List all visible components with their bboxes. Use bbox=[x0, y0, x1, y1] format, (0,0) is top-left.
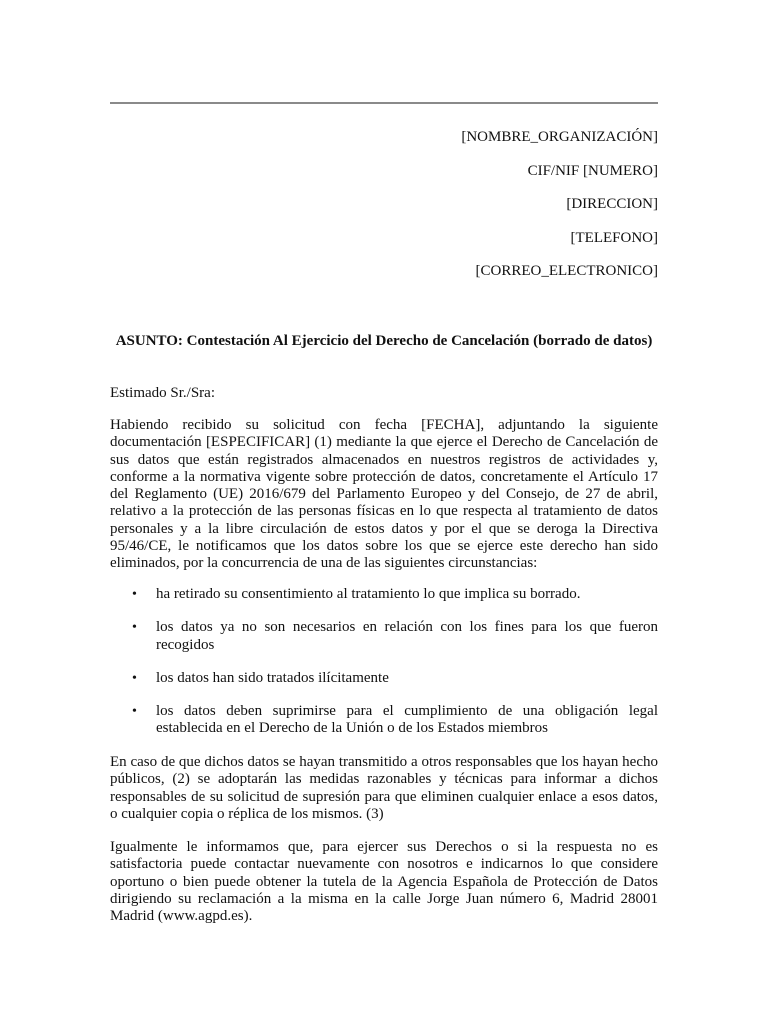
circumstances-list bbox=[110, 586, 658, 754]
salutation: Estimado Sr./Sra: bbox=[110, 385, 215, 401]
body-paragraph-third-parties: En caso de que dichos datos se hayan transmitido a otros responsables que los hayan hecho públicos, (2) se adoptarán las medidas razonables y técnicas para informar a dichos responsables de su solicitud de supresión para que eliminen cualquier enlace a esos datos, o cualquier copia o réplica de los mismos. (3) bbox=[110, 754, 658, 822]
organization-address: [DIRECCION] bbox=[566, 196, 658, 212]
list-item bbox=[110, 619, 658, 654]
list-item-text: ha retirado su consentimiento al tratamiento lo que implica su borrado. bbox=[156, 586, 581, 602]
header-rule bbox=[110, 102, 658, 104]
bullet-icon: • bbox=[132, 587, 137, 602]
bullet-icon: • bbox=[132, 620, 137, 636]
list-item bbox=[110, 586, 658, 603]
organization-block bbox=[461, 128, 658, 296]
list-item bbox=[110, 703, 658, 738]
body-paragraph-rights: Igualmente le informamos que, para ejercer sus Derechos o si la respuesta no es satisfactoria puede contactar nuevamente con nosotros e indicarnos lo que considere oportuno o bien puede obtener la tutela de la Agencia Española de Protección de Datos dirigiendo su reclamación a la misma en la calle Jorge Juan número 6, Madrid 28001 Madrid (www.agpd.es). bbox=[110, 839, 658, 925]
bullet-icon: • bbox=[132, 670, 137, 686]
organization-tax-id: CIF/NIF [NUMERO] bbox=[527, 162, 658, 179]
organization-name: [NOMBRE_ORGANIZACIÓN] bbox=[461, 129, 658, 145]
list-item-text: los datos deben suprimirse para el cumplimiento de una obligación legal establecida en el Derecho de la Unión o de los Estados miembros bbox=[156, 703, 658, 737]
list-item-text: los datos han sido tratados ilícitamente bbox=[156, 669, 389, 686]
list-item bbox=[110, 670, 658, 687]
bullet-icon: • bbox=[132, 704, 137, 720]
organization-email: [CORREO_ELECTRONICO] bbox=[475, 263, 658, 279]
list-item-text: los datos ya no son necesarios en relación con los fines para los que fueron recogidos bbox=[156, 619, 658, 653]
organization-phone: [TELEFONO] bbox=[570, 229, 658, 246]
body-paragraph-request: Habiendo recibido su solicitud con fecha [FECHA], adjuntando la siguiente documentación [ESPECIFICAR] (1) mediante la que ejerce el Derecho de Cancelación de sus datos que están registrados almacenados en nuestros registros de actividades y, conforme a la normativa vigente sobre protección de datos, concretamente el Artículo 17 del Reglamento (UE) 2016/679 del Parlamento Europeo y del Consejo, de 27 de abril, relativo a la protección de las personas físicas en lo que respecta al tratamiento de datos personales y a la libre circulación de estos datos y por el que se deroga la Directiva 95/46/CE, le notificamos que los datos sobre los que se ejerce este derecho han sido eliminados, por la concurrencia de una de las siguientes circunstancias: bbox=[110, 417, 658, 572]
letter-subject: ASUNTO: Contestación Al Ejercicio del Derecho de Cancelación (borrado de datos) bbox=[115, 333, 653, 349]
